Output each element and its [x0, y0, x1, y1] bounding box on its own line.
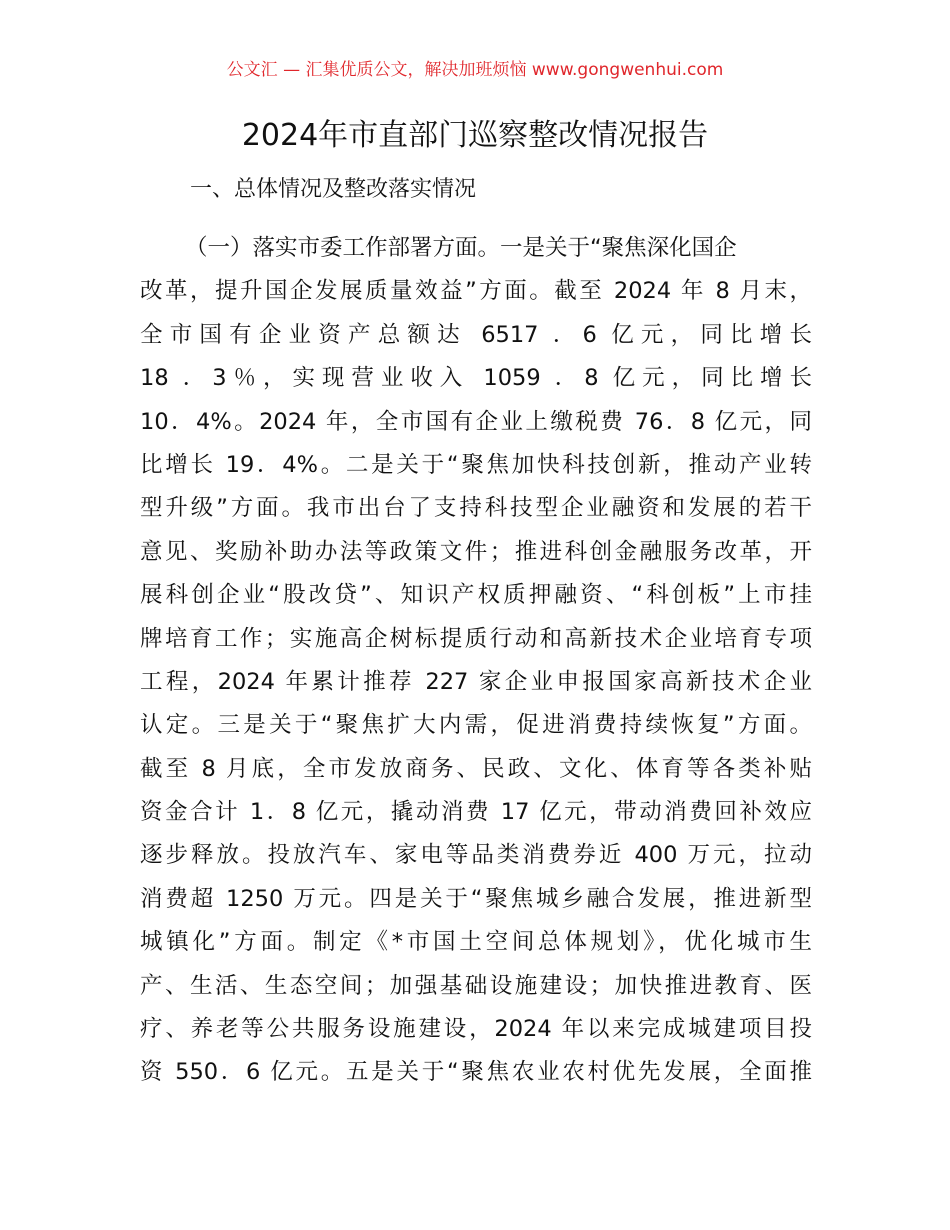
paragraph-line: 逐步释放。投放汽车、家电等品类消费券近 400 万元，拉动 [140, 842, 812, 869]
paragraph-line: 意见、奖励补助办法等政策文件；推进科创金融服务改革，开 [140, 538, 812, 565]
paragraph-line: 10．4%。2024 年，全市国有企业上缴税费 76．8 亿元，同 [140, 408, 812, 435]
paragraph-line: （一）落实市委工作部署方面。一是关于“聚焦深化国企 [185, 235, 737, 261]
paragraph-line: 产、生活、生态空间；加强基础设施建设；加快推进教育、医 [140, 972, 812, 999]
paragraph-line: 截至 8 月底，全市发放商务、民政、文化、体育等各类补贴 [140, 755, 812, 782]
paragraph-line: 资金合计 1．8 亿元，撬动消费 17 亿元，带动消费回补效应 [140, 799, 812, 826]
paragraph-line: 改革，提升国企发展质量效益”方面。截至 2024 年 8 月末， [140, 278, 812, 305]
paragraph-line: 认定。三是关于“聚焦扩大内需，促进消费持续恢复”方面。 [140, 712, 812, 739]
paragraph-line: 消费超 1250 万元。四是关于“聚焦城乡融合发展，推进新型 [140, 885, 812, 912]
paragraph-line: 疗、养老等公共服务设施建设，2024 年以来完成城建项目投 [140, 1016, 812, 1043]
paragraph-line: 资 550．6 亿元。五是关于“聚焦农业农村优先发展，全面推 [140, 1059, 812, 1086]
section-heading: 一、总体情况及整改落实情况 [190, 177, 477, 202]
paragraph-line: 城镇化”方面。制定《*市国土空间总体规划》，优化城市生 [140, 929, 812, 956]
paragraph-line: 比增长 19．4%。二是关于“聚焦加快科技创新，推动产业转 [140, 451, 812, 478]
paragraph-line: 型升级”方面。我市出台了支持科技型企业融资和发展的若干 [140, 495, 812, 522]
paragraph-line: 工程，2024 年累计推荐 227 家企业申报国家高新技术企业 [140, 668, 812, 695]
site-banner: 公文汇 — 汇集优质公文，解决加班烦恼 www.gongwenhui.com [226, 60, 724, 80]
paragraph-line: 18 ．3％，实现营业收入 1059 ．8 亿元，同比增长 [140, 365, 812, 392]
paragraph-line: 展科创企业“股改贷”、知识产权质押融资、“科创板”上市挂 [140, 582, 812, 609]
document-body [140, 227, 820, 1095]
document-title: 2024年市直部门巡察整改情况报告 [241, 118, 709, 153]
paragraph-line: 全市国有企业资产总额达 6517 ．6 亿元，同比增长 [140, 321, 812, 348]
paragraph-line: 牌培育工作；实施高企树标提质行动和高新技术企业培育专项 [140, 625, 812, 652]
